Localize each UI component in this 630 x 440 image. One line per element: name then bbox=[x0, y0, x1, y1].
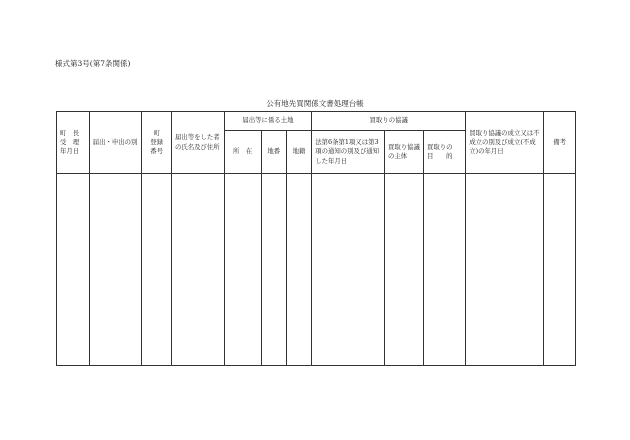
cell-purpose[interactable] bbox=[424, 174, 466, 366]
ledger-title: 公有地先買関係文書処理台帳 bbox=[266, 99, 364, 108]
cell-purchaser[interactable] bbox=[385, 174, 424, 366]
cell-land-category[interactable] bbox=[286, 174, 311, 366]
cell-outcome[interactable] bbox=[466, 174, 544, 366]
header-land-lot: 地番 bbox=[261, 131, 286, 174]
cell-town-reg-no[interactable] bbox=[142, 174, 172, 366]
table-row bbox=[57, 174, 576, 366]
header-remarks: 備考 bbox=[544, 112, 576, 174]
header-land-group: 届出等に係る土地 bbox=[224, 112, 312, 131]
header-notice-type: 届出・申出の別 bbox=[89, 112, 142, 174]
cell-receipt-date[interactable] bbox=[57, 174, 90, 366]
header-receipt-date: 町 長 受 理 年月日 bbox=[57, 112, 90, 174]
header-purchaser: 買取り協議の主体 bbox=[385, 131, 424, 174]
cell-land-lot[interactable] bbox=[261, 174, 286, 366]
header-town-reg-no: 町 登録 番号 bbox=[142, 112, 172, 174]
header-notifier: 届出等をした者の氏名及び住所 bbox=[171, 112, 224, 174]
cell-remarks[interactable] bbox=[544, 174, 576, 366]
cell-land-location[interactable] bbox=[224, 174, 261, 366]
cell-notifier[interactable] bbox=[171, 174, 224, 366]
cell-notice-type[interactable] bbox=[89, 174, 142, 366]
header-land-category: 地籍 bbox=[286, 131, 311, 174]
header-purchase-group: 買取りの協議 bbox=[312, 112, 466, 131]
header-notice-date: 法第6条第1項又は第3項の通知の別及び通知した年月日 bbox=[312, 131, 385, 174]
header-land-location: 所 在 bbox=[224, 131, 261, 174]
cell-notice-date[interactable] bbox=[312, 174, 385, 366]
ledger-table bbox=[56, 111, 576, 366]
header-outcome: 買取り協議の成立又は不成立の別及び成立(不成立)の年月日 bbox=[466, 112, 544, 174]
form-number: 様式第3号(第7条関係) bbox=[55, 59, 131, 68]
header-purpose: 買取りの 目 的 bbox=[424, 131, 466, 174]
